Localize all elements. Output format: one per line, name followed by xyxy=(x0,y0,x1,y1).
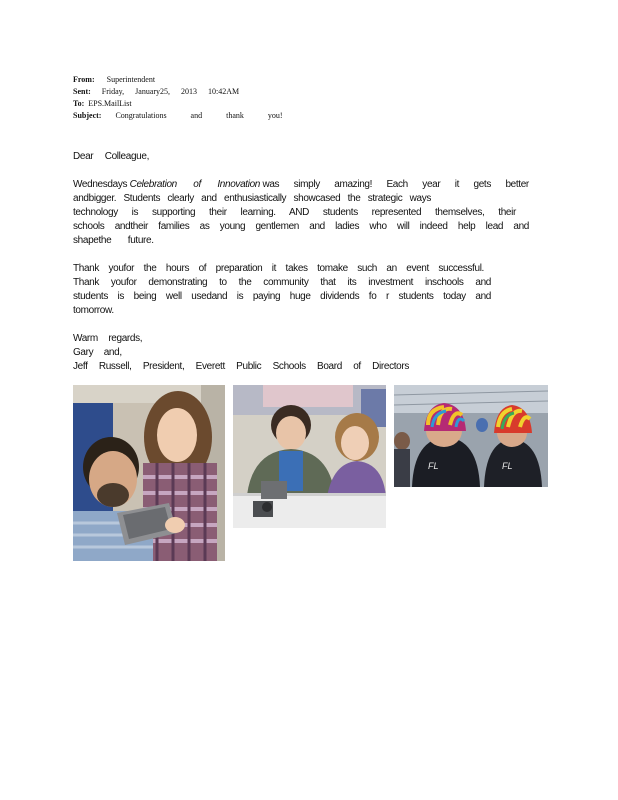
photo-adult-girl-tablet xyxy=(73,385,225,561)
subject-line xyxy=(73,111,283,121)
paragraph-1-line-5: shapethe future. xyxy=(73,235,154,246)
photo-robotics-team xyxy=(394,385,548,487)
from-value: Superintendent xyxy=(106,75,156,84)
to-value: EPS.MailList xyxy=(88,99,132,108)
sent-value: Friday, January25, 2013 10:42AM xyxy=(101,87,240,96)
greeting: Dear Colleague, xyxy=(73,151,150,162)
subject-value: Congratulations and thank you! xyxy=(115,111,283,120)
signature-line-1: Gary and, xyxy=(73,347,122,358)
p1-text-a: Wednesdays xyxy=(73,179,128,190)
event-name: Celebration of Innovation xyxy=(129,179,261,190)
photo-two-children xyxy=(233,385,386,528)
to-line xyxy=(73,99,132,109)
closing: Warm regards, xyxy=(73,333,143,344)
p1-text-b: was simply amazing! Each year it gets better xyxy=(262,179,529,190)
sent-label: Sent: xyxy=(73,87,91,96)
paragraph-2-line-1: Thank youfor the hours of preparation it takes tomake such an event successful. xyxy=(73,263,484,274)
shirt-logo-left: FL xyxy=(428,461,439,471)
signature-line-2: Jeff Russell, President, Everett Public Schools Board of Directors xyxy=(73,361,409,372)
paragraph-1-line-3: technology is supporting their learning. AND students represented themselves, their xyxy=(73,207,516,218)
paragraph-1-line-2: andbigger. Students clearly and enthusiastically showcased the strategic ways xyxy=(73,193,431,204)
paragraph-2-line-3: students is being well usedand is paying huge dividends fo r students today and xyxy=(73,291,491,302)
from-line xyxy=(73,75,155,85)
paragraph-1-line-1 xyxy=(73,178,529,192)
subject-label: Subject: xyxy=(73,111,102,120)
paragraph-1-line-4: schools andtheir families as young gentlemen and ladies who will indeed help lead and xyxy=(73,221,529,232)
letter-body xyxy=(73,150,543,374)
paragraph-2-line-4: tomorrow. xyxy=(73,305,114,316)
paragraph-2-line-2: Thank youfor demonstrating to the community that its investment inschools and xyxy=(73,277,491,288)
to-label: To: xyxy=(73,99,85,108)
sent-line xyxy=(73,87,239,97)
from-label: From: xyxy=(73,75,95,84)
shirt-logo-right: FL xyxy=(502,461,513,471)
